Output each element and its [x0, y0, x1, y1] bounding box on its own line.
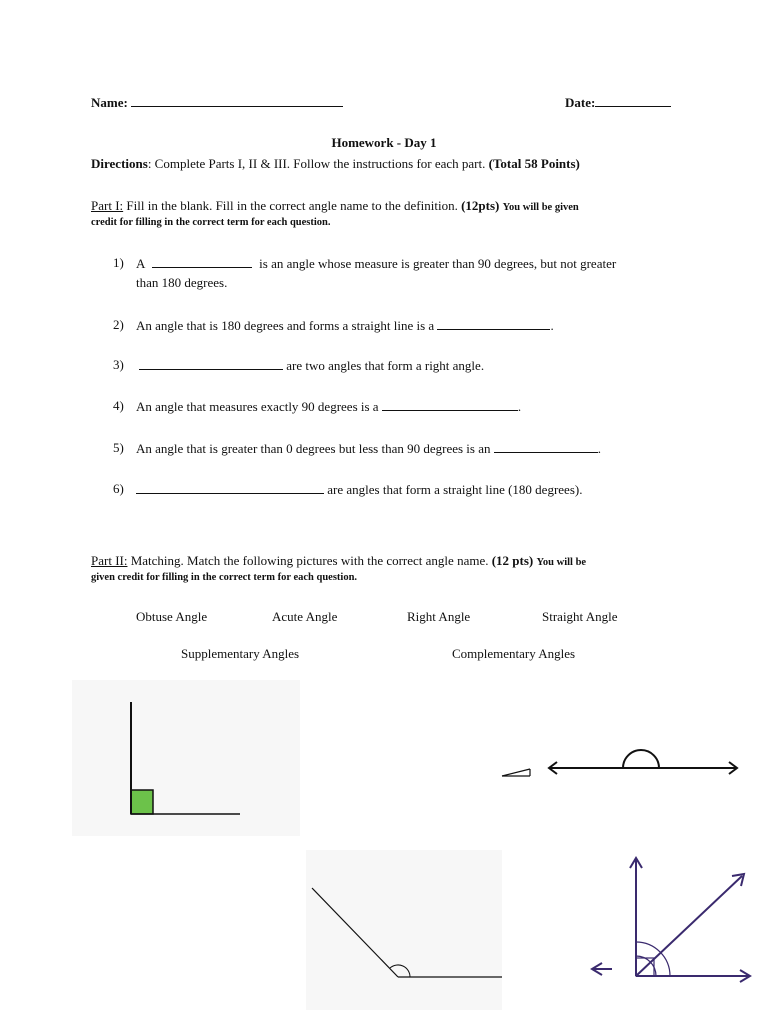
diagonal-arrow-line — [636, 876, 742, 976]
question-number: 2) — [113, 317, 124, 332]
page-title: Homework - Day 1 — [331, 135, 437, 150]
question-number: 3) — [113, 357, 124, 372]
q1-blank[interactable] — [152, 255, 252, 268]
right-angle-marker — [131, 790, 153, 814]
date-label — [565, 94, 671, 111]
question-number: 6) — [113, 481, 124, 496]
name-blank[interactable] — [131, 94, 343, 107]
name-label — [91, 94, 343, 111]
directions-text: : Complete Parts I, II & III. Follow the instructions for each part. — [147, 156, 486, 171]
word-bank-item: Complementary Angles — [452, 646, 576, 661]
part2-heading — [91, 553, 586, 569]
q4-pre: An angle that measures exactly 90 degrees is a — [136, 399, 379, 414]
q3-post: are two angles that form a right angle. — [286, 358, 485, 373]
word-bank-item: Straight Angle — [542, 609, 618, 624]
word-bank-item: Obtuse Angle — [136, 609, 208, 624]
part1-heading — [91, 198, 579, 214]
question-2 — [136, 317, 554, 334]
part1-credit-line1: You will be given — [502, 202, 579, 213]
question-number: 5) — [113, 440, 124, 455]
question-6 — [136, 481, 582, 498]
part1-credit-line2: credit for filling in the correct term for each question. — [91, 217, 331, 228]
question-number: 4) — [113, 398, 124, 413]
question-3 — [136, 357, 484, 374]
q5-post: . — [597, 441, 601, 456]
q1-continued: than 180 degrees. — [136, 275, 228, 290]
q4-post: . — [517, 399, 522, 414]
obtuse-ray — [312, 888, 398, 977]
q2-pre: An angle that is 180 degrees and forms a straight line is a — [136, 318, 435, 333]
date-label-text: Date: — [565, 95, 596, 110]
part2-instructions: Matching. Match the following pictures with the correct angle name. — [127, 553, 489, 568]
q1-pre: A — [136, 256, 145, 271]
q6-blank[interactable] — [136, 481, 324, 494]
directions-label: Directions — [91, 156, 148, 171]
acute-angle-ray — [502, 769, 530, 776]
q3-blank[interactable] — [139, 357, 283, 370]
word-bank-item: Right Angle — [407, 609, 471, 624]
part1-instructions: Fill in the blank. Fill in the correct angle name to the definition. — [123, 198, 458, 213]
date-blank[interactable] — [595, 94, 671, 107]
part2-label: Part II: — [91, 553, 128, 568]
q2-blank[interactable] — [437, 317, 550, 330]
part2-credit-line1: You will be — [536, 557, 587, 568]
directions — [91, 156, 580, 172]
question-number: 1) — [113, 255, 124, 270]
question-4 — [136, 398, 521, 415]
part2-points: (12 pts) — [491, 553, 534, 568]
arrow-angles-figure — [586, 852, 756, 992]
straight-angle-arc — [623, 750, 659, 768]
q6-post: are angles that form a straight line (180 degrees). — [327, 482, 583, 497]
word-bank-item: Supplementary Angles — [181, 646, 300, 661]
name-label-text: Name: — [91, 95, 128, 110]
question-1 — [136, 255, 616, 272]
part2-credit-line2: given credit for filling in the correct term for each question. — [91, 572, 358, 583]
directions-total: (Total 58 Points) — [488, 156, 580, 171]
q4-blank[interactable] — [382, 398, 518, 411]
acute-angle-figure — [500, 764, 534, 780]
question-5 — [136, 440, 601, 457]
word-bank-item: Acute Angle — [272, 609, 338, 624]
right-angle-figure — [72, 680, 300, 836]
q5-pre: An angle that is greater than 0 degrees but less than 90 degrees is an — [136, 441, 491, 456]
q5-blank[interactable] — [494, 440, 598, 453]
q2-post: . — [550, 318, 554, 333]
q1-post: is an angle whose measure is greater than 90 degrees, but not greater — [259, 256, 617, 271]
part1-points: (12pts) — [461, 198, 500, 213]
straight-angle-figure — [545, 740, 741, 780]
part1-label: Part I: — [91, 198, 124, 213]
obtuse-angle-figure — [306, 850, 502, 1010]
